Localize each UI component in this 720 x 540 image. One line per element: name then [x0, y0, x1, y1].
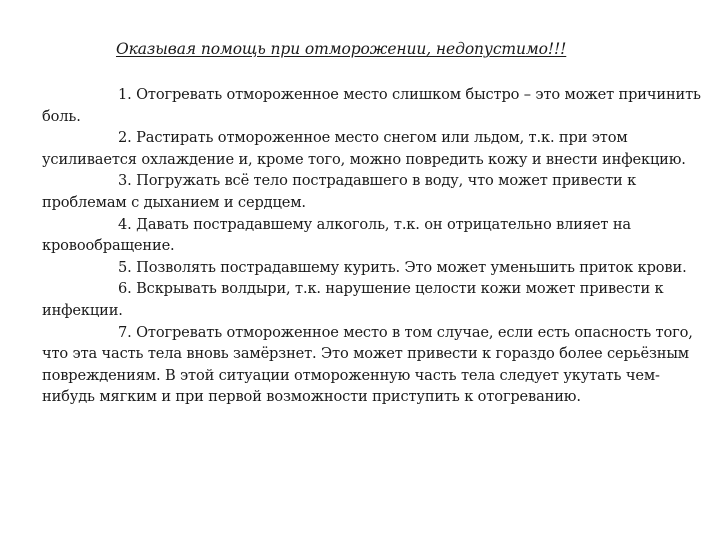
rule-item-7: 7. Отогревать отмороженное место в том случае, если есть опасность того, что эта часть тела вновь замёрзнет. Это может привести к гораздо более серьёзным повреждениям. В этой ситуации отмороженную часть тела следует укутать чем-нибудь мягким и при первой возможности приступить к отогреванию.: [42, 323, 693, 406]
rule-item-5: 5. Позволять пострадавшему курить. Это может уменьшить приток крови.: [118, 258, 687, 276]
rule-item-1: 1. Отогревать отмороженное место слишком быстро – это может причинить боль.: [42, 86, 701, 125]
rule-item-6: 6. Вскрывать волдыри, т.к. нарушение целости кожи может привести к инфекции.: [42, 280, 664, 319]
rule-item-4: 4. Давать пострадавшему алкоголь, т.к. он отрицательно влияет на кровообращение.: [42, 215, 631, 255]
slide-title: Оказывая помощь при отморожении, недопустимо!!!: [116, 40, 567, 58]
rule-item-3: 3. Погружать всё тело пострадавшего в воду, что может привести к проблемам с дыханием и сердцем.: [42, 172, 637, 211]
rules-list: [42, 84, 706, 408]
rule-item-2: 2. Растирать отмороженное место снегом или льдом, т.к. при этом усиливается охлаждение и, кроме того, можно повредить кожу и внести инфекцию.: [42, 129, 686, 168]
